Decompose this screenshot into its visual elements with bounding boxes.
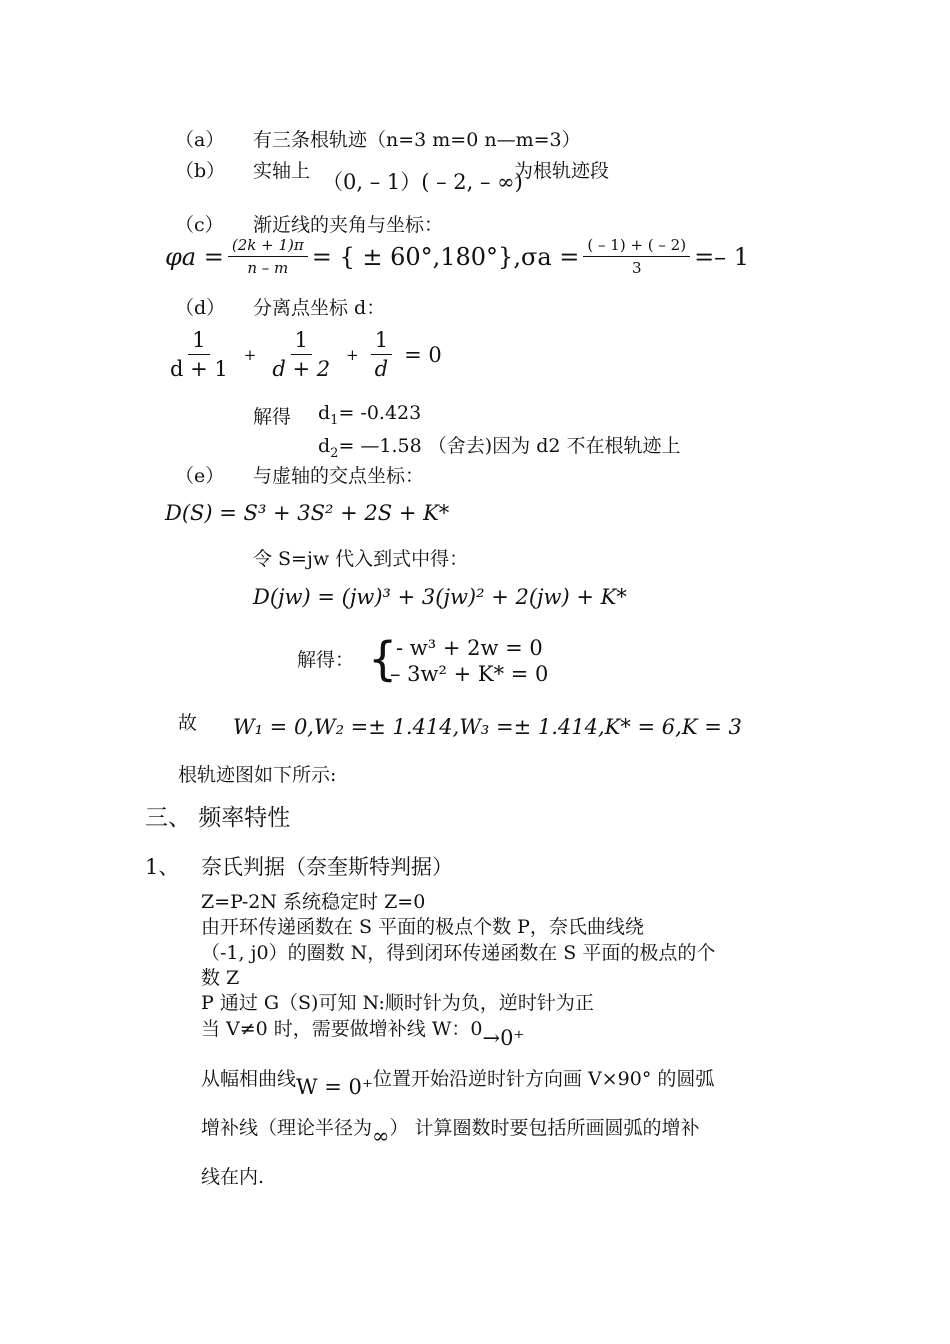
char-equation-jw: D(jw) = (jw)³ + 3(jw)² + 2(jw) + K* xyxy=(253,585,627,609)
system-eq-1: - w³ + 2w = 0 xyxy=(396,636,543,660)
fraction-1-num: 1 xyxy=(188,328,209,355)
item-c-label: （c） xyxy=(175,214,224,236)
fraction-3-num: 1 xyxy=(371,328,392,355)
para-line-8-pre: 增补线（理论半径为 xyxy=(201,1117,373,1139)
para-line-2: 由开环传递函数在 S 平面的极点个数 P，奈氏曲线绕 xyxy=(201,916,644,938)
item-c-text: 渐近线的夹角与坐标： xyxy=(253,214,444,236)
fraction-3-den: d xyxy=(374,357,389,381)
para-line-5: P 通过 G（S)可知 N:顺时针为负，逆时针为正 xyxy=(201,992,594,1014)
item-b-text: 实轴上 xyxy=(253,160,311,182)
item-b-text-post: 为根轨迹段 xyxy=(514,160,610,182)
para-line-7 xyxy=(201,1064,715,1099)
arrow-zero-plus: →0⁺ xyxy=(482,1026,525,1050)
para-line-8 xyxy=(201,1113,700,1148)
d1-result: = -0.423 xyxy=(338,402,422,424)
equals-zero: = 0 xyxy=(404,342,442,367)
d1-value xyxy=(318,402,421,428)
char-equation: D(S) = S³ + 3S² + 2S + K* xyxy=(165,501,450,525)
fraction-1-den: d + 1 xyxy=(170,357,228,381)
locus-note: 根轨迹图如下所示: xyxy=(178,764,337,786)
item-a-text: 有三条根轨迹（n=3 m=0 n—m=3） xyxy=(253,129,581,151)
para-line-8-post: ） 计算圈数时要包括所画圆弧的增补 xyxy=(389,1117,700,1139)
solve-label-2: 解得： xyxy=(297,649,355,671)
section-heading: 三、 频率特性 xyxy=(145,805,291,831)
item-d-text: 分离点坐标 d： xyxy=(253,297,386,319)
fraction-sigma-num: ( – 1) + ( – 2) xyxy=(583,236,690,257)
fraction-angle xyxy=(228,236,308,277)
item-b-math: （0, – 1）( – 2, – ∞) xyxy=(322,170,523,194)
breakaway-equation xyxy=(162,328,442,381)
d1-subscript: 1 xyxy=(330,412,339,428)
plus-sign: + xyxy=(243,345,257,364)
fraction-sigma xyxy=(583,236,690,277)
d2-value xyxy=(318,431,681,461)
item-a-label: （a） xyxy=(175,129,225,151)
left-brace: { xyxy=(368,632,398,686)
phi-lhs: φa = xyxy=(165,242,224,271)
para-line-9: 线在内. xyxy=(201,1166,265,1188)
system-eq-2: – 3w² + K* = 0 xyxy=(390,662,549,686)
w-zero-plus: W = 0⁺ xyxy=(296,1075,373,1099)
fraction-2 xyxy=(268,328,334,381)
item-b-label: （b） xyxy=(175,160,226,182)
para-line-7-pre: 从幅相曲线 xyxy=(201,1068,297,1090)
fraction-2-num: 1 xyxy=(291,328,312,355)
fraction-sigma-den: 3 xyxy=(631,259,642,277)
item-1-number: 1、 xyxy=(145,855,180,879)
therefore-label: 故 xyxy=(178,712,198,734)
substitution-text: 令 S=jw 代入到式中得： xyxy=(253,548,469,570)
fraction-1 xyxy=(166,328,232,381)
para-line-1: Z=P-2N 系统稳定时 Z=0 xyxy=(201,891,426,913)
d2-result: = —1.58 （舍去)因为 d2 不在根轨迹上 xyxy=(338,435,681,457)
para-line-6 xyxy=(201,1014,525,1050)
para-line-4: 数 Z xyxy=(201,967,240,989)
angle-values: = { ± 60°,180°},σa = xyxy=(311,242,580,271)
asymptote-formula xyxy=(165,236,749,277)
d2-symbol: d xyxy=(318,435,331,457)
d2-subscript: 2 xyxy=(330,445,339,461)
infinity-symbol: ∞ xyxy=(372,1124,390,1148)
item-d-label: （d） xyxy=(175,297,226,319)
fraction-2-den: d + 2 xyxy=(272,357,331,381)
solve-label: 解得 xyxy=(253,406,292,428)
para-line-6-text: 当 V≠0 时，需要做增补线 W：0 xyxy=(201,1018,483,1040)
d1-symbol: d xyxy=(318,402,331,424)
result-values: W₁ = 0,W₂ =± 1.414,W₃ =± 1.414,K* = 6,K = 3 xyxy=(233,715,742,739)
item-e-text: 与虚轴的交点坐标： xyxy=(253,465,425,487)
para-line-7-post: 位置开始沿逆时针方向画 V×90° 的圆弧 xyxy=(373,1068,715,1090)
fraction-angle-num: (2k + 1)π xyxy=(228,236,308,257)
para-line-3: （-1, j0）的圈数 N，得到闭环传递函数在 S 平面的极点的个 xyxy=(201,942,716,964)
item-e-label: （e） xyxy=(175,465,225,487)
item-1-title: 奈氏判据（奈奎斯特判据） xyxy=(201,855,453,879)
fraction-3 xyxy=(371,328,392,381)
fraction-angle-den: n – m xyxy=(247,259,289,277)
plus-sign: + xyxy=(346,345,359,364)
sigma-value: =– 1 xyxy=(694,242,750,271)
